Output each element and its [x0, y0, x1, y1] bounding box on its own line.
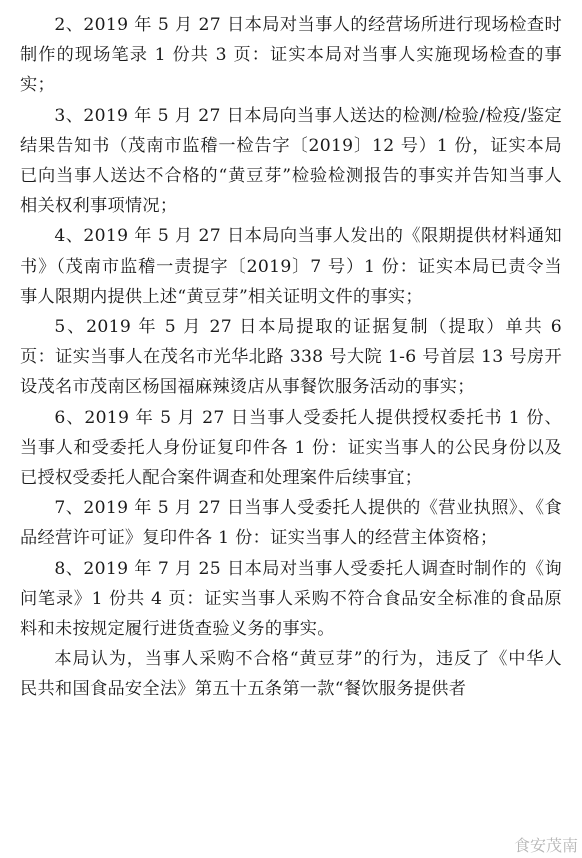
paragraph-evidence-6: 6、2019 年 5 月 27 日当事人受委托人提供授权委托书 1 份、当事人和受委托人身份证复印件各 1 份：证实当事人的公民身份以及已授权受委托人配合案件调查和处理案件后续事宜； [20, 407, 562, 489]
paragraph-evidence-4: 4、2019 年 5 月 27 日本局向当事人发出的《限期提供材料通知书》（茂南市监稽一责提字〔2019〕7 号）1 份：证实本局已责令当事人限期内提供上述“黄豆芽”相关证明文件的事实； [20, 226, 562, 307]
paragraph-evidence-8: 8、2019 年 7 月 25 日本局对当事人受委托人调查时制作的《询问笔录》1 份共 4 页：证实当事人采购不符合食品安全标准的食品原料和未按规定履行进货查验义务的事实。 [20, 558, 562, 640]
paragraph-evidence-7: 7、2019 年 5 月 27 日当事人受委托人提供的《营业执照》、《食品经营许可证》复印件各 1 份：证实当事人的经营主体资格； [20, 498, 562, 549]
paragraph-evidence-5: 5、2019 年 5 月 27 日本局提取的证据复制（提取）单共 6 页：证实当事人在茂名市光华北路 338 号大院 1-6 号首层 13 号房开设茂名市茂南区杨国福麻辣烫店从事餐饮服务活动的事实； [20, 317, 562, 398]
paragraph-conclusion: 本局认为，当事人采购不合格“黄豆芽”的行为，违反了《中华人民共和国食品安全法》第五十五条第一款“餐饮服务提供者 [20, 649, 562, 700]
paragraph-evidence-2: 2、2019 年 5 月 27 日本局对当事人的经营场所进行现场检查时制作的现场笔录 1 份共 3 页：证实本局对当事人实施现场检查的事实； [20, 15, 562, 96]
watermark: 食安茂南 [513, 836, 578, 855]
paragraph-evidence-3: 3、2019 年 5 月 27 日本局向当事人送达的检测/检验/检疫/鉴定结果告知书（茂南市监稽一检告字〔2019〕12 号）1 份，证实本局已向当事人送达不合格的“黄豆芽”检验检测报告的事实并告知当事人相关权利事项情况； [20, 105, 562, 217]
